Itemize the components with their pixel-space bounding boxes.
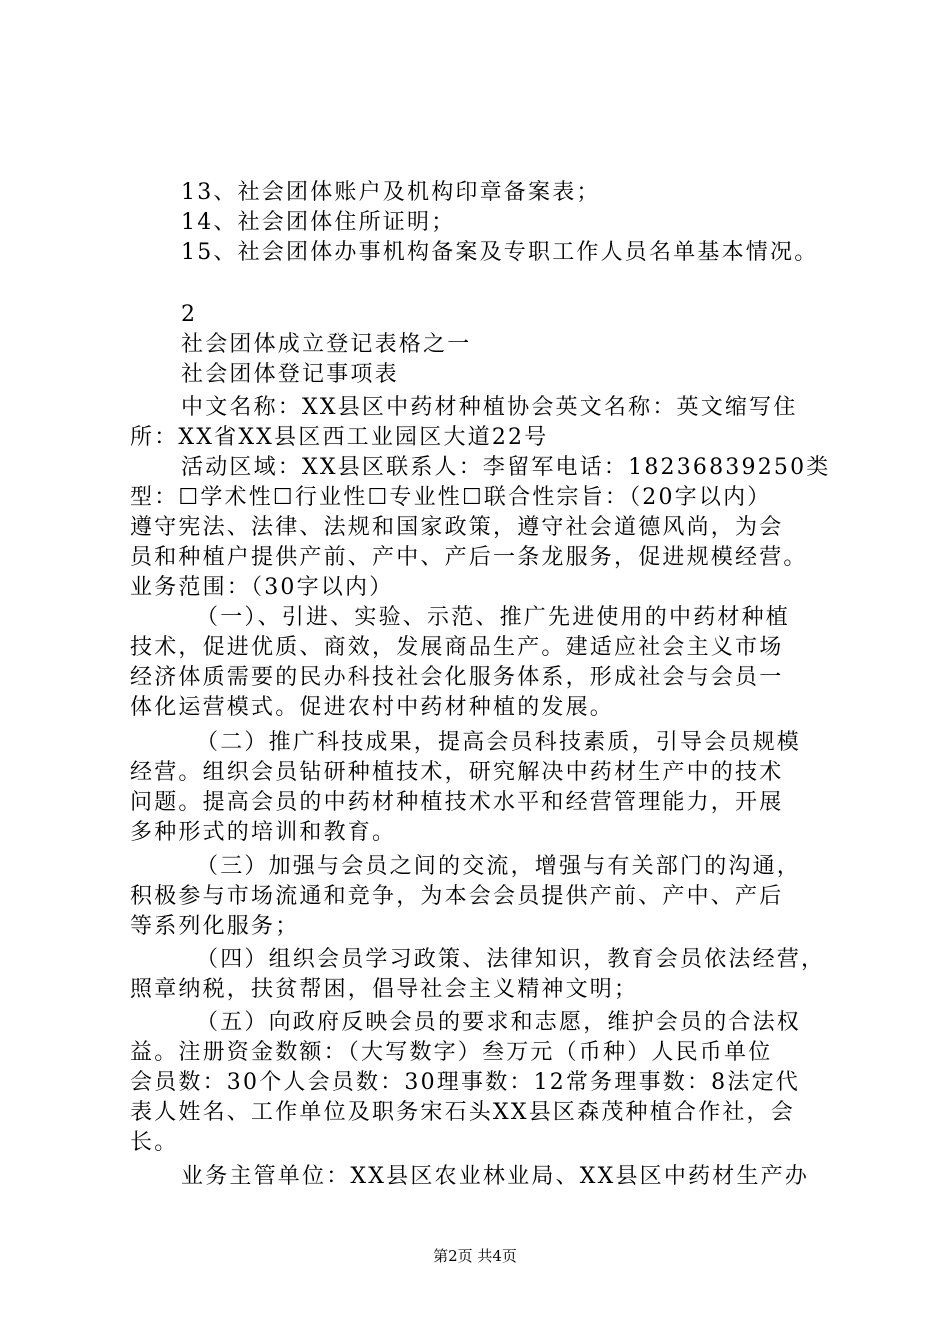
paragraph-line: 照章纳税，扶贫帮困，倡导社会主义精神文明； xyxy=(130,977,639,1002)
paragraph-line: （二）推广科技成果，提高会员科技素质，引导会员规模 xyxy=(196,730,802,755)
section-number: 2 xyxy=(181,302,198,327)
paragraph-line: （五）向政府反映会员的要求和志愿，维护会员的合法权 xyxy=(196,1010,802,1035)
paragraph-line: 体化运营模式。促进农村中药材种植的发展。 xyxy=(130,695,615,720)
paragraph-line: 业务主管单位：XX县区农业林业局、XX县区中药材生产办 xyxy=(181,1164,810,1189)
paragraph-line: 员和种植户提供产前、产中、产后一条龙服务，促进规模经营。 xyxy=(130,545,808,570)
paragraph-line: 经营。组织会员钻研种植技术，研究解决中药材生产中的技术 xyxy=(130,760,784,785)
paragraph-line: 活动区域：XX县区联系人：李留军电话：18236839250类 xyxy=(181,455,831,480)
form-title: 社会团体成立登记表格之一 xyxy=(181,332,472,357)
paragraph-line: （一）、引进、实验、示范、推广先进使用的中药材种植 xyxy=(196,605,791,630)
paragraph-line: 遵守宪法、法律、法规和国家政策，遵守社会道德风尚，为会 xyxy=(130,515,784,540)
form-subtitle: 社会团体登记事项表 xyxy=(181,362,399,387)
paragraph-line: （四）组织会员学习政策、法律知识，教育会员依法经营， xyxy=(196,947,826,972)
paragraph-line: 积极参与市场流通和竞争，为本会会员提供产前、产中、产后 xyxy=(130,884,784,909)
paragraph-line: （三）加强与会员之间的交流，增强与有关部门的沟通， xyxy=(196,854,802,879)
paragraph-line: 表人姓名、工作单位及职务宋石头XX县区森茂种植合作社，会 xyxy=(130,1100,795,1125)
paragraph-line: 益。注册资金数额：（大写数字）叁万元（币种）人民币单位 xyxy=(130,1040,773,1065)
paragraph-line: 型：☐学术性☐行业性☐专业性☐联合性宗旨：（20字以内） xyxy=(130,485,772,510)
list-item-13: 13、社会团体账户及机构印章备案表； xyxy=(181,180,601,205)
paragraph-line: 长。 xyxy=(130,1130,179,1155)
list-item-14: 14、社会团体住所证明； xyxy=(181,210,456,235)
paragraph-line: 等系列化服务； xyxy=(130,914,300,939)
paragraph-line: 业务范围：（30字以内） xyxy=(130,575,394,600)
paragraph-line: 经济体质需要的民办科技社会化服务体系，形成社会与会员一 xyxy=(130,665,784,690)
paragraph-line: 所：XX省XX县区西工业园区大道22号 xyxy=(130,425,549,450)
page-footer: 第2页 共4页 xyxy=(433,1247,517,1265)
paragraph-line: 会员数：30个人会员数：30理事数：12常务理事数：8法定代 xyxy=(130,1070,800,1095)
paragraph-line: 问题。提高会员的中药材种植技术水平和经营管理能力，开展 xyxy=(130,790,784,815)
paragraph-line: 多种形式的培训和教育。 xyxy=(130,820,397,845)
list-item-15: 15、社会团体办事机构备案及专职工作人员名单基本情况。 xyxy=(181,240,819,265)
paragraph-line: 技术，促进优质、商效，发展商品生产。建适应社会主义市场 xyxy=(130,635,784,660)
paragraph-line: 中文名称：XX县区中药材种植协会英文名称：英文缩写住 xyxy=(181,395,798,420)
